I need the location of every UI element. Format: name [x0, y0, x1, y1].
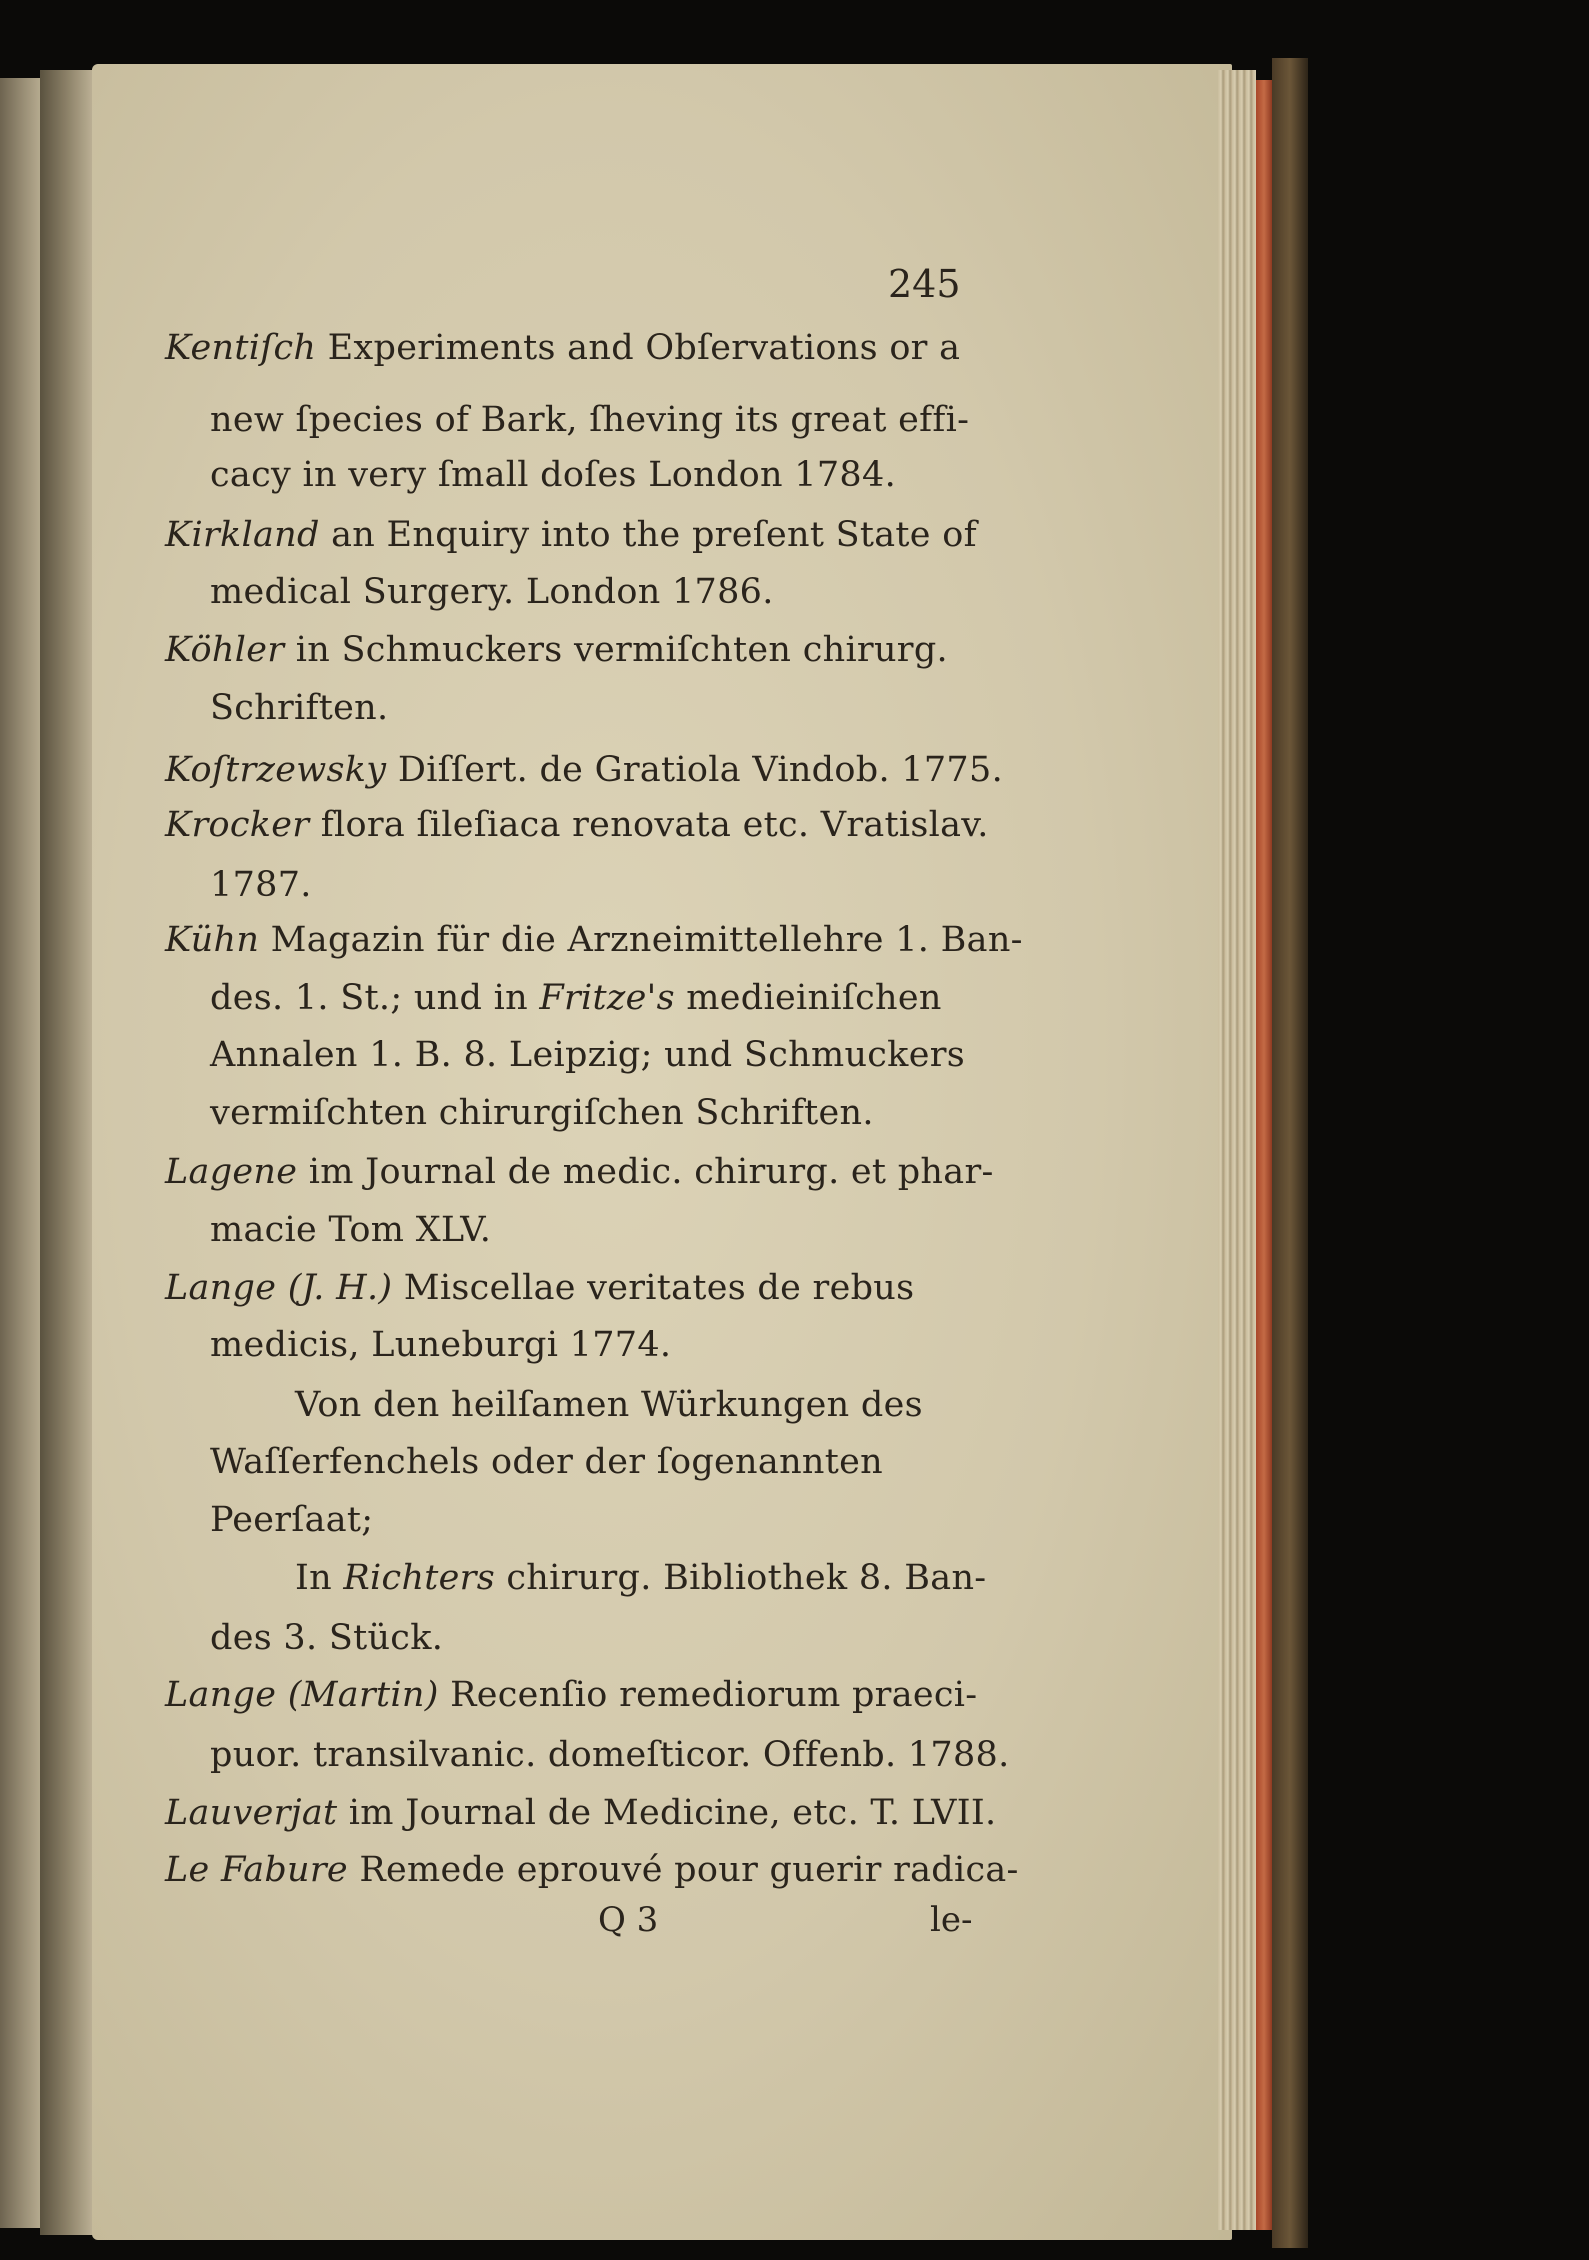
- entry-text: in Schmuckers vermiſchten chirurg.: [295, 630, 948, 670]
- entry-line: vermiſchten chirurgiſchen Schriften.: [210, 1093, 874, 1133]
- entry-author: Köhler: [165, 630, 285, 670]
- book-cover: [1272, 58, 1308, 2248]
- entry-line: [165, 750, 1003, 790]
- entry-line: [165, 1675, 977, 1715]
- red-edge: [1256, 80, 1272, 2230]
- entry-text: flora ſileſiaca renovata etc. Vratislav.: [320, 805, 989, 845]
- entry-italic-ref: Richters: [343, 1558, 495, 1598]
- entry-line: medicis, Luneburgi 1774.: [210, 1325, 672, 1365]
- entry-line: [165, 1152, 994, 1192]
- entry-line: Von den heilſamen Würkungen des: [295, 1385, 923, 1425]
- entry-author-extra: (J. H.): [287, 1268, 393, 1308]
- entry-line: [165, 1268, 914, 1308]
- entry-line: [165, 1793, 996, 1833]
- entry-line: new ſpecies of Bark, ſheving its great effi-: [210, 400, 970, 440]
- entry-text: im Journal de Medicine, etc. T. LVII.: [348, 1793, 997, 1833]
- entry-line: Waſſerfenchels oder der ſogenannten: [210, 1442, 883, 1482]
- entry-line: [165, 515, 977, 555]
- book-gutter: [40, 70, 100, 2235]
- entry-line: Annalen 1. B. 8. Leipzig; und Schmuckers: [210, 1035, 965, 1075]
- entry-author: Koſtrzewsky: [165, 750, 387, 790]
- entry-author-extra: (Martin): [287, 1675, 439, 1715]
- entry-author: Lauverjat: [165, 1793, 338, 1833]
- entry-text: Experiments and Obſervations or a: [327, 328, 961, 368]
- entry-line: [165, 630, 948, 670]
- entry-line: medical Surgery. London 1786.: [210, 572, 774, 612]
- entry-author: Krocker: [165, 805, 310, 845]
- entry-text: chirurg. Bibliothek 8. Ban-: [506, 1558, 987, 1598]
- entry-text: des. 1. St.; und in: [210, 978, 528, 1018]
- entry-text: Diſſert. de Gratiola Vindob. 1775.: [397, 750, 1003, 790]
- entry-line: puor. transilvanic. domeſticor. Offenb. 1788.: [210, 1735, 1010, 1775]
- entry-author: Kühn: [165, 920, 260, 960]
- entry-line: [210, 978, 942, 1018]
- signature-mark: Q 3: [598, 1900, 659, 1940]
- entry-line: macie Tom XLV.: [210, 1210, 492, 1250]
- entry-author: Lange: [165, 1675, 277, 1715]
- entry-line: Peerſaat;: [210, 1500, 374, 1540]
- entry-text: an Enquiry into the preſent State of: [331, 515, 977, 555]
- entry-line: [165, 328, 960, 368]
- entry-author: Lange: [165, 1268, 277, 1308]
- catchword: le-: [930, 1900, 973, 1940]
- entry-text: Remede eprouvé pour guerir radica-: [359, 1850, 1019, 1890]
- entry-author: Kentiſch: [165, 328, 317, 368]
- page-number: 245: [888, 262, 961, 306]
- entry-line: des 3. Stück.: [210, 1618, 444, 1658]
- entry-line: [165, 1850, 1019, 1890]
- left-page-edge: [0, 78, 40, 2228]
- entry-text: In: [295, 1558, 332, 1598]
- entry-text: medieiniſchen: [686, 978, 942, 1018]
- entry-author: Le Fabure: [165, 1850, 348, 1890]
- entry-line: [295, 1558, 986, 1598]
- entry-line: Schriften.: [210, 688, 389, 728]
- page-edges: [1218, 70, 1256, 2230]
- entry-text: Miscellae veritates de rebus: [403, 1268, 915, 1308]
- entry-text: Magazin für die Arzneimittellehre 1. Ban-: [270, 920, 1023, 960]
- entry-line: [165, 920, 1023, 960]
- entry-text: Recenſio remediorum praeci-: [450, 1675, 978, 1715]
- entry-author: Lagene: [165, 1152, 298, 1192]
- entry-text: im Journal de medic. chirurg. et phar-: [308, 1152, 994, 1192]
- entry-author: Kirkland: [165, 515, 320, 555]
- entry-line: [165, 805, 989, 845]
- entry-line: cacy in very ſmall doſes London 1784.: [210, 455, 896, 495]
- entry-line: 1787.: [210, 865, 312, 905]
- entry-italic-ref: Fritze's: [539, 978, 675, 1018]
